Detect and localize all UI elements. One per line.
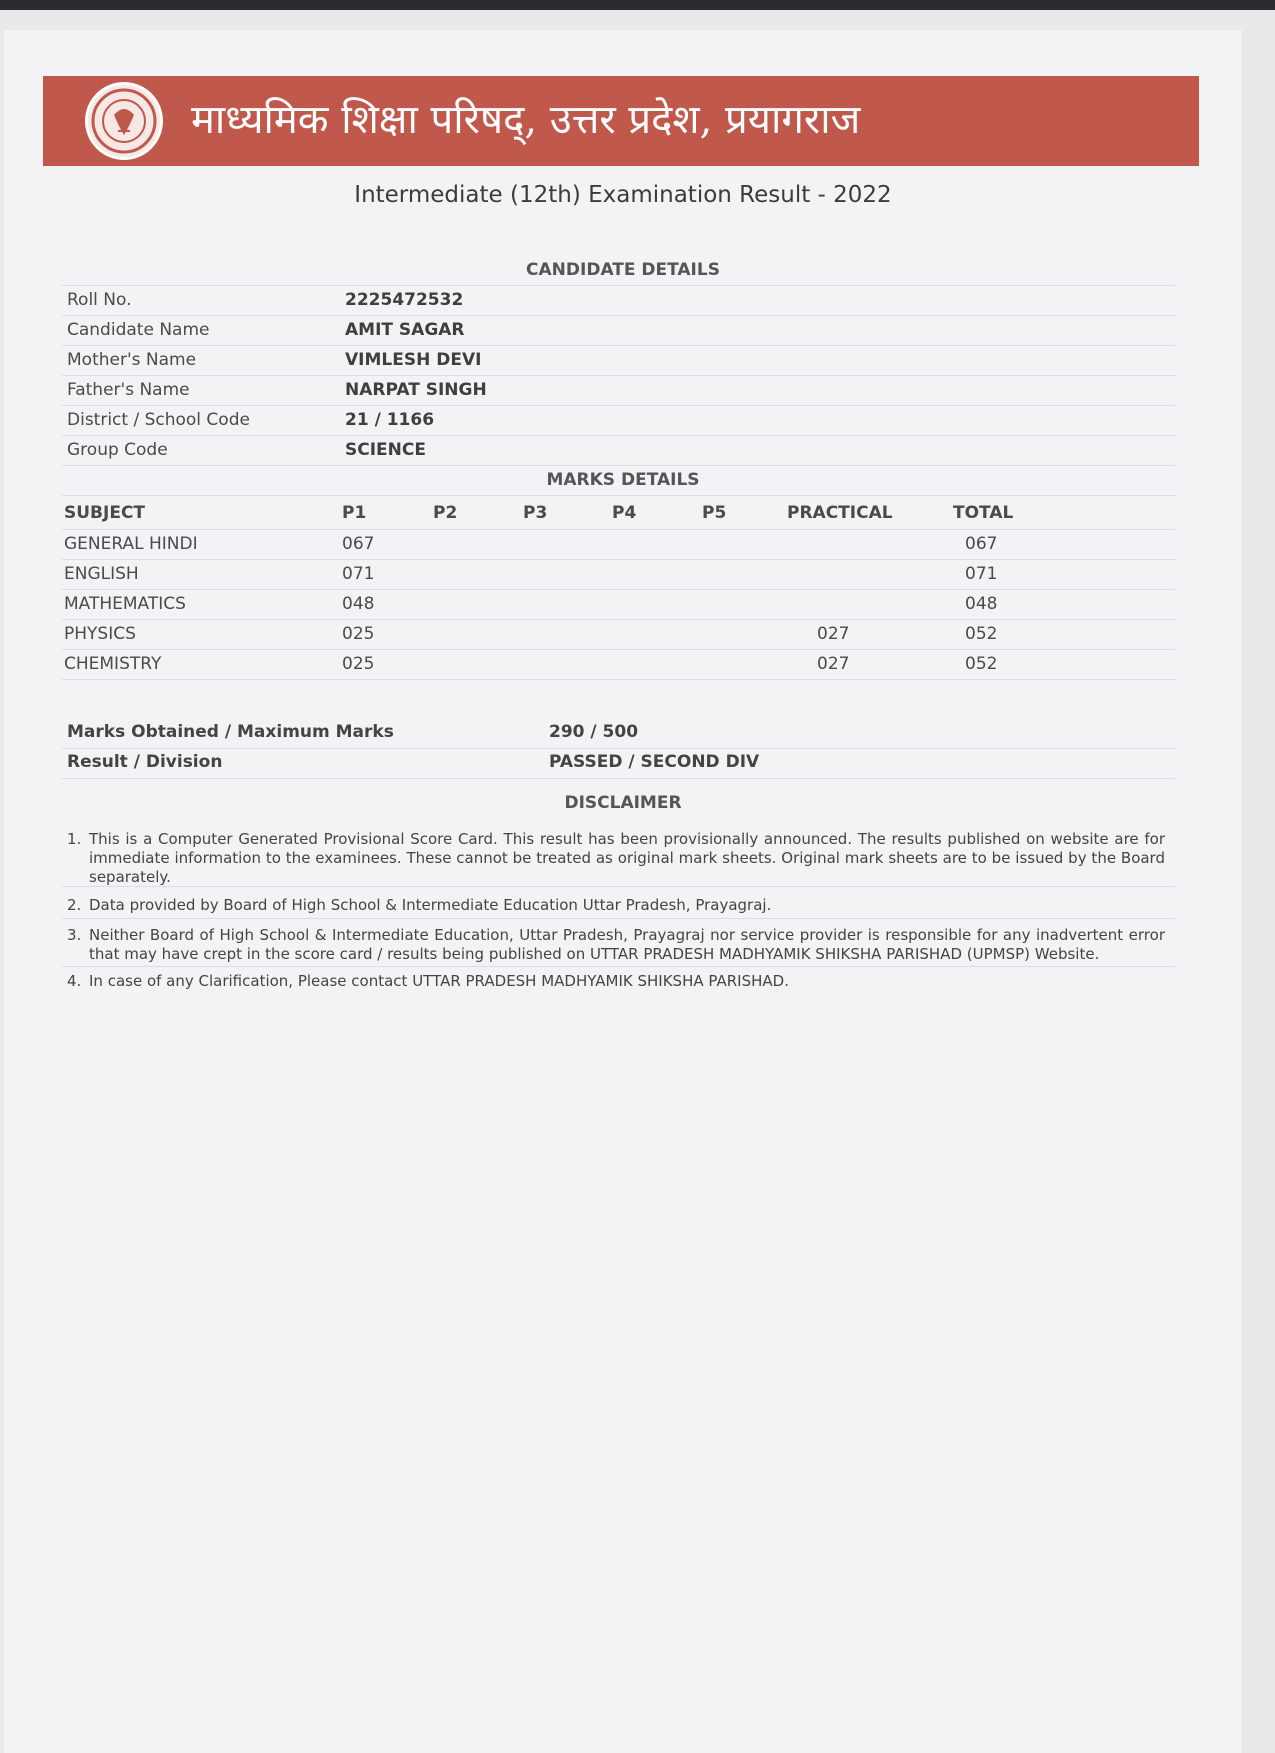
up-government-emblem-icon bbox=[85, 82, 163, 160]
marks-obtained-label: Marks Obtained / Maximum Marks bbox=[67, 722, 394, 742]
field-label: Mother's Name bbox=[67, 350, 197, 370]
board-banner bbox=[43, 76, 1199, 166]
col-p4: P4 bbox=[612, 503, 637, 523]
disclaimer-number: 2. bbox=[67, 896, 82, 914]
cell-p1: 067 bbox=[342, 534, 375, 554]
col-subject: SUBJECT bbox=[64, 503, 146, 523]
cell-total: 052 bbox=[965, 654, 998, 674]
disclaimer-item bbox=[62, 926, 1175, 967]
exam-title: Intermediate (12th) Examination Result - 2022 bbox=[354, 182, 892, 208]
cell-p1: 025 bbox=[342, 654, 375, 674]
field-label: District / School Code bbox=[67, 410, 250, 430]
field-label: Group Code bbox=[67, 440, 168, 460]
cell-subject: CHEMISTRY bbox=[64, 654, 162, 674]
field-value: AMIT SAGAR bbox=[345, 320, 465, 340]
board-name-hindi: माध्यमिक शिक्षा परिषद्, उत्तर प्रदेश, प्रयागराज bbox=[191, 97, 861, 143]
disclaimer-number: 1. bbox=[67, 830, 82, 848]
result-sheet bbox=[4, 30, 1242, 1753]
cell-total: 048 bbox=[965, 594, 998, 614]
candidate-details-heading: CANDIDATE DETAILS bbox=[526, 260, 720, 280]
cell-total: 071 bbox=[965, 564, 998, 584]
col-total: TOTAL bbox=[953, 503, 1014, 523]
marks-row bbox=[62, 590, 1175, 620]
candidate-field-mother-s-name bbox=[62, 346, 1175, 376]
field-label: Candidate Name bbox=[67, 320, 210, 340]
marks-details-heading: MARKS DETAILS bbox=[546, 470, 700, 490]
marks-table-header bbox=[62, 496, 1175, 530]
candidate-field-district-school-code bbox=[62, 406, 1175, 436]
disclaimer-item bbox=[62, 830, 1175, 887]
marks-row bbox=[62, 530, 1175, 560]
field-value: 2225472532 bbox=[345, 290, 464, 310]
candidate-field-candidate-name bbox=[62, 316, 1175, 346]
marks-row bbox=[62, 620, 1175, 650]
cell-p1: 025 bbox=[342, 624, 375, 644]
col-p2: P2 bbox=[433, 503, 458, 523]
result-division-label: Result / Division bbox=[67, 752, 223, 772]
field-value: SCIENCE bbox=[345, 440, 426, 460]
disclaimer-item bbox=[62, 896, 1175, 919]
marks-row bbox=[62, 650, 1175, 680]
cell-p1: 071 bbox=[342, 564, 375, 584]
result-division-row bbox=[62, 745, 1175, 779]
field-label: Roll No. bbox=[67, 290, 132, 310]
disclaimer-heading: DISCLAIMER bbox=[564, 793, 682, 813]
candidate-field-father-s-name bbox=[62, 376, 1175, 406]
field-value: 21 / 1166 bbox=[345, 410, 435, 430]
disclaimer-number: 4. bbox=[67, 972, 82, 990]
field-label: Father's Name bbox=[67, 380, 190, 400]
cell-p1: 048 bbox=[342, 594, 375, 614]
cell-total: 052 bbox=[965, 624, 998, 644]
marks-obtained-row bbox=[62, 715, 1175, 749]
cell-subject: MATHEMATICS bbox=[64, 594, 186, 614]
cell-subject: GENERAL HINDI bbox=[64, 534, 198, 554]
scan-top-edge bbox=[0, 0, 1275, 10]
col-p1: P1 bbox=[342, 503, 367, 523]
col-p3: P3 bbox=[523, 503, 548, 523]
cell-subject: PHYSICS bbox=[64, 624, 136, 644]
cell-total: 067 bbox=[965, 534, 998, 554]
field-value: NARPAT SINGH bbox=[345, 380, 487, 400]
col-p5: P5 bbox=[702, 503, 727, 523]
marks-row bbox=[62, 560, 1175, 590]
disclaimer-text: In case of any Clarification, Please contact UTTAR PRADESH MADHYAMIK SHIKSHA PARISHAD. bbox=[89, 972, 789, 990]
col-practical: PRACTICAL bbox=[787, 503, 893, 523]
cell-practical: 027 bbox=[817, 654, 850, 674]
cell-subject: ENGLISH bbox=[64, 564, 139, 584]
cell-practical: 027 bbox=[817, 624, 850, 644]
disclaimer-number: 3. bbox=[67, 926, 82, 944]
candidate-field-roll-no bbox=[62, 286, 1175, 316]
field-value: VIMLESH DEVI bbox=[345, 350, 482, 370]
disclaimer-text: This is a Computer Generated Provisional Score Card. This result has been provisionally announced. The results published on website are for immediate information to the examinees. These cannot be treated as original mark sheets. Original mark sheets are to be issued by the Board separately. bbox=[89, 830, 1165, 886]
candidate-field-group-code bbox=[62, 436, 1175, 466]
marks-obtained-value: 290 / 500 bbox=[549, 722, 639, 742]
disclaimer-text: Neither Board of High School & Intermediate Education, Uttar Pradesh, Prayagraj nor service provider is responsible for any inadvertent error that may have crept in the score card / results being published on UTTAR PRADESH MADHYAMIK SHIKSHA PARISHAD (UPMSP) Website. bbox=[89, 926, 1165, 963]
disclaimer-text: Data provided by Board of High School & Intermediate Education Uttar Pradesh, Prayagraj. bbox=[89, 896, 772, 914]
result-division-value: PASSED / SECOND DIV bbox=[549, 752, 760, 772]
disclaimer-item bbox=[62, 972, 1175, 994]
